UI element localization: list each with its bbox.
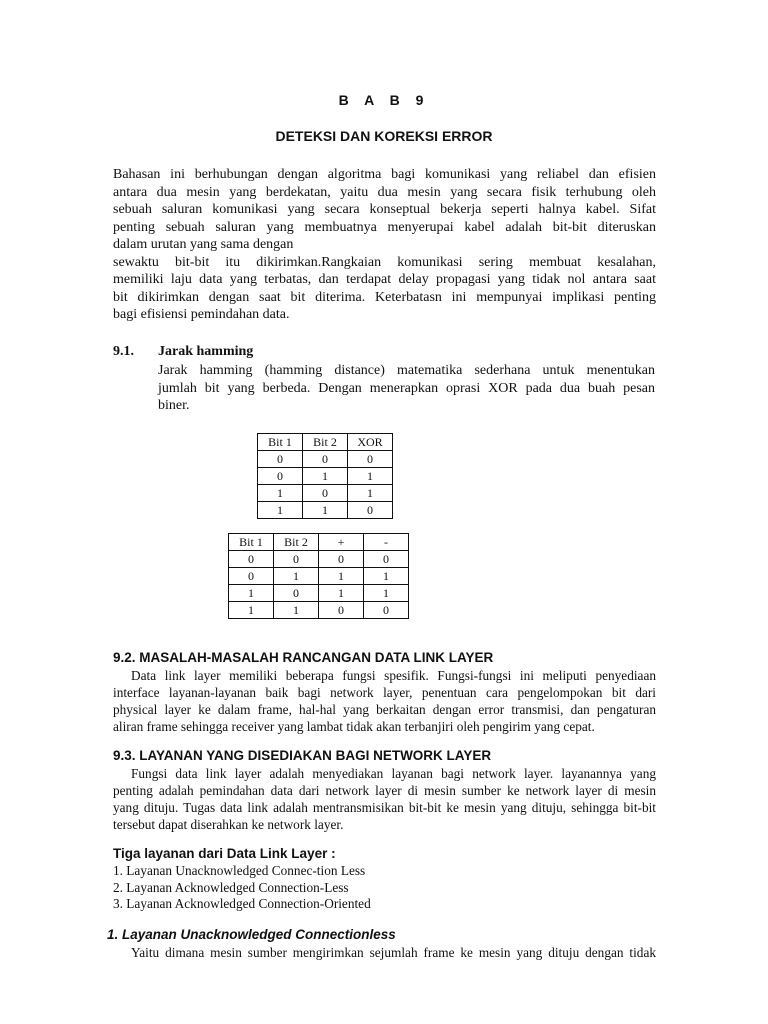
table-cell: 1 [258,485,303,502]
table-header-cell: Bit 2 [274,534,319,551]
table-row [258,451,393,468]
table-cell: 1 [319,568,364,585]
table-cell: 0 [229,568,274,585]
chapter-label: B A B 9 [338,92,430,108]
body-line: biner. [158,398,190,413]
table-header-cell: + [319,534,364,551]
body-line: physical layer ke dalam frame, hal-hal yang berkaitan dengan error transmisi, dan pengaturan [113,702,656,717]
table-cell: 1 [303,468,348,485]
table-cell: 1 [274,602,319,619]
table-cell: 1 [274,568,319,585]
xor-truth-table [257,433,393,519]
list-item: 1. Layanan Unacknowledged Connec-tion Less [113,863,366,878]
body-line: interface layanan-layanan baik bagi network layer, penentuan cara pengelompokan bit dari [113,685,656,700]
intro-line: sewaktu bit-bit itu dikirimkan.Rangkaian komunikasi sering membuat kesalahan, [113,254,656,270]
table-cell: 1 [229,585,274,602]
intro-line: bit dikirimkan dengan saat bit diterima. Keterbatasn ini mempunyai implikasi penting [113,289,656,305]
table-header-cell: - [364,534,409,551]
table-cell: 1 [319,585,364,602]
table-header-cell: XOR [348,434,393,451]
intro-line: antara dua mesin yang berdekatan, yaitu dua mesin yang secara fisik terhubung oleh [113,184,656,200]
table-cell: 0 [303,485,348,502]
table-header-cell: Bit 1 [258,434,303,451]
table-row [258,468,393,485]
table-cell: 1 [348,485,393,502]
body-line: Data link layer memiliki beberapa fungsi spesifik. Fungsi-fungsi ini meliputi penyediaan [131,668,656,683]
table-header-cell: Bit 2 [303,434,348,451]
table-row [229,602,409,619]
body-line: Yaitu dimana mesin sumber mengirimkan sejumlah frame ke mesin yang dituju dengan tidak [131,945,656,960]
table-cell: 0 [274,585,319,602]
list-item: 2. Layanan Acknowledged Connection-Less [113,879,349,895]
table-cell: 0 [348,451,393,468]
table-cell: 1 [348,468,393,485]
table-cell: 0 [348,502,393,519]
body-line: tersebut dapat diserahkan ke network layer. [113,817,344,832]
table-row [258,502,393,519]
page-title: DETEKSI DAN KOREKSI ERROR [275,128,493,144]
intro-line: penting sebuah saluran yang membuatnya menyerupai kabel adalah bit-bit diteruskan [113,219,656,235]
table-cell: 1 [364,568,409,585]
body-line: aliran frame sehingga receiver yang lambat tidak akan terbanjiri oleh pengirim yang cepat. [113,719,595,734]
table-cell: 0 [303,451,348,468]
section-9-2-body [113,667,656,735]
section-heading: 9.3. LAYANAN YANG DISEDIAKAN BAGI NETWORK LAYER [113,748,492,763]
body-line: penting adalah pemindahan data dari network layer di mesin sumber ke network layer di mesin [113,783,656,798]
services-list [113,863,371,913]
plus-minus-truth-table [228,533,409,619]
section-heading: 9.2. MASALAH-MASALAH RANCANGAN DATA LINK LAYER [113,650,494,665]
body-line: Fungsi data link layer adalah menyediakan layanan bagi network layer. layanannya yang [131,766,656,781]
table-cell: 0 [274,551,319,568]
table-cell: 1 [364,585,409,602]
table-cell: 1 [229,602,274,619]
intro-line: bagi efisiensi pemindahan data. [113,307,290,322]
table-header-row [229,534,409,551]
body-line: jumlah bit yang berbeda. Dengan menerapkan oprasi XOR pada dua buah pesan [158,380,655,396]
table-cell: 0 [258,468,303,485]
table-row [229,585,409,602]
table-header-row [258,434,393,451]
table-cell: 0 [364,551,409,568]
intro-line: Bahasan ini berhubungan dengan algoritma bagi komunikasi yang reliabel dan efisien [113,167,656,182]
body-line: yang dituju. Tugas data link adalah mentransmisikan bit-bit ke mesin yang dituju, sehingga bit-bit [113,800,656,815]
table-cell: 0 [319,602,364,619]
table-cell: 0 [229,551,274,568]
table-row [258,485,393,502]
section-9-3-body [113,765,656,833]
table-cell: 0 [319,551,364,568]
subsection-body [113,944,656,961]
section-number: 9.1. [113,344,134,359]
table-cell: 1 [258,502,303,519]
table-cell: 1 [303,502,348,519]
table-header-cell: Bit 1 [229,534,274,551]
table-row [229,551,409,568]
intro-line: memiliki laju data yang terbatas, dan terdapat delay propagasi yang tidak nol antara saat [113,272,656,287]
intro-paragraph [113,166,656,324]
table-cell: 0 [258,451,303,468]
section-heading: Jarak hamming [158,344,254,359]
subsection-heading: 1. Layanan Unacknowledged Connectionless [107,927,396,942]
body-line: Jarak hamming (hamming distance) matematika sederhana untuk menentukan [158,363,655,378]
intro-line: sebuah saluran komunikasi yang secara konseptual bekerja seperti halnya kabel. Sifat [113,202,656,217]
table-cell: 0 [364,602,409,619]
services-heading: Tiga layanan dari Data Link Layer : [113,846,336,861]
list-item: 3. Layanan Acknowledged Connection-Oriented [113,896,371,911]
intro-line: dalam urutan yang sama dengan [113,237,294,252]
table-row [229,568,409,585]
section-9-1-body [158,362,655,415]
